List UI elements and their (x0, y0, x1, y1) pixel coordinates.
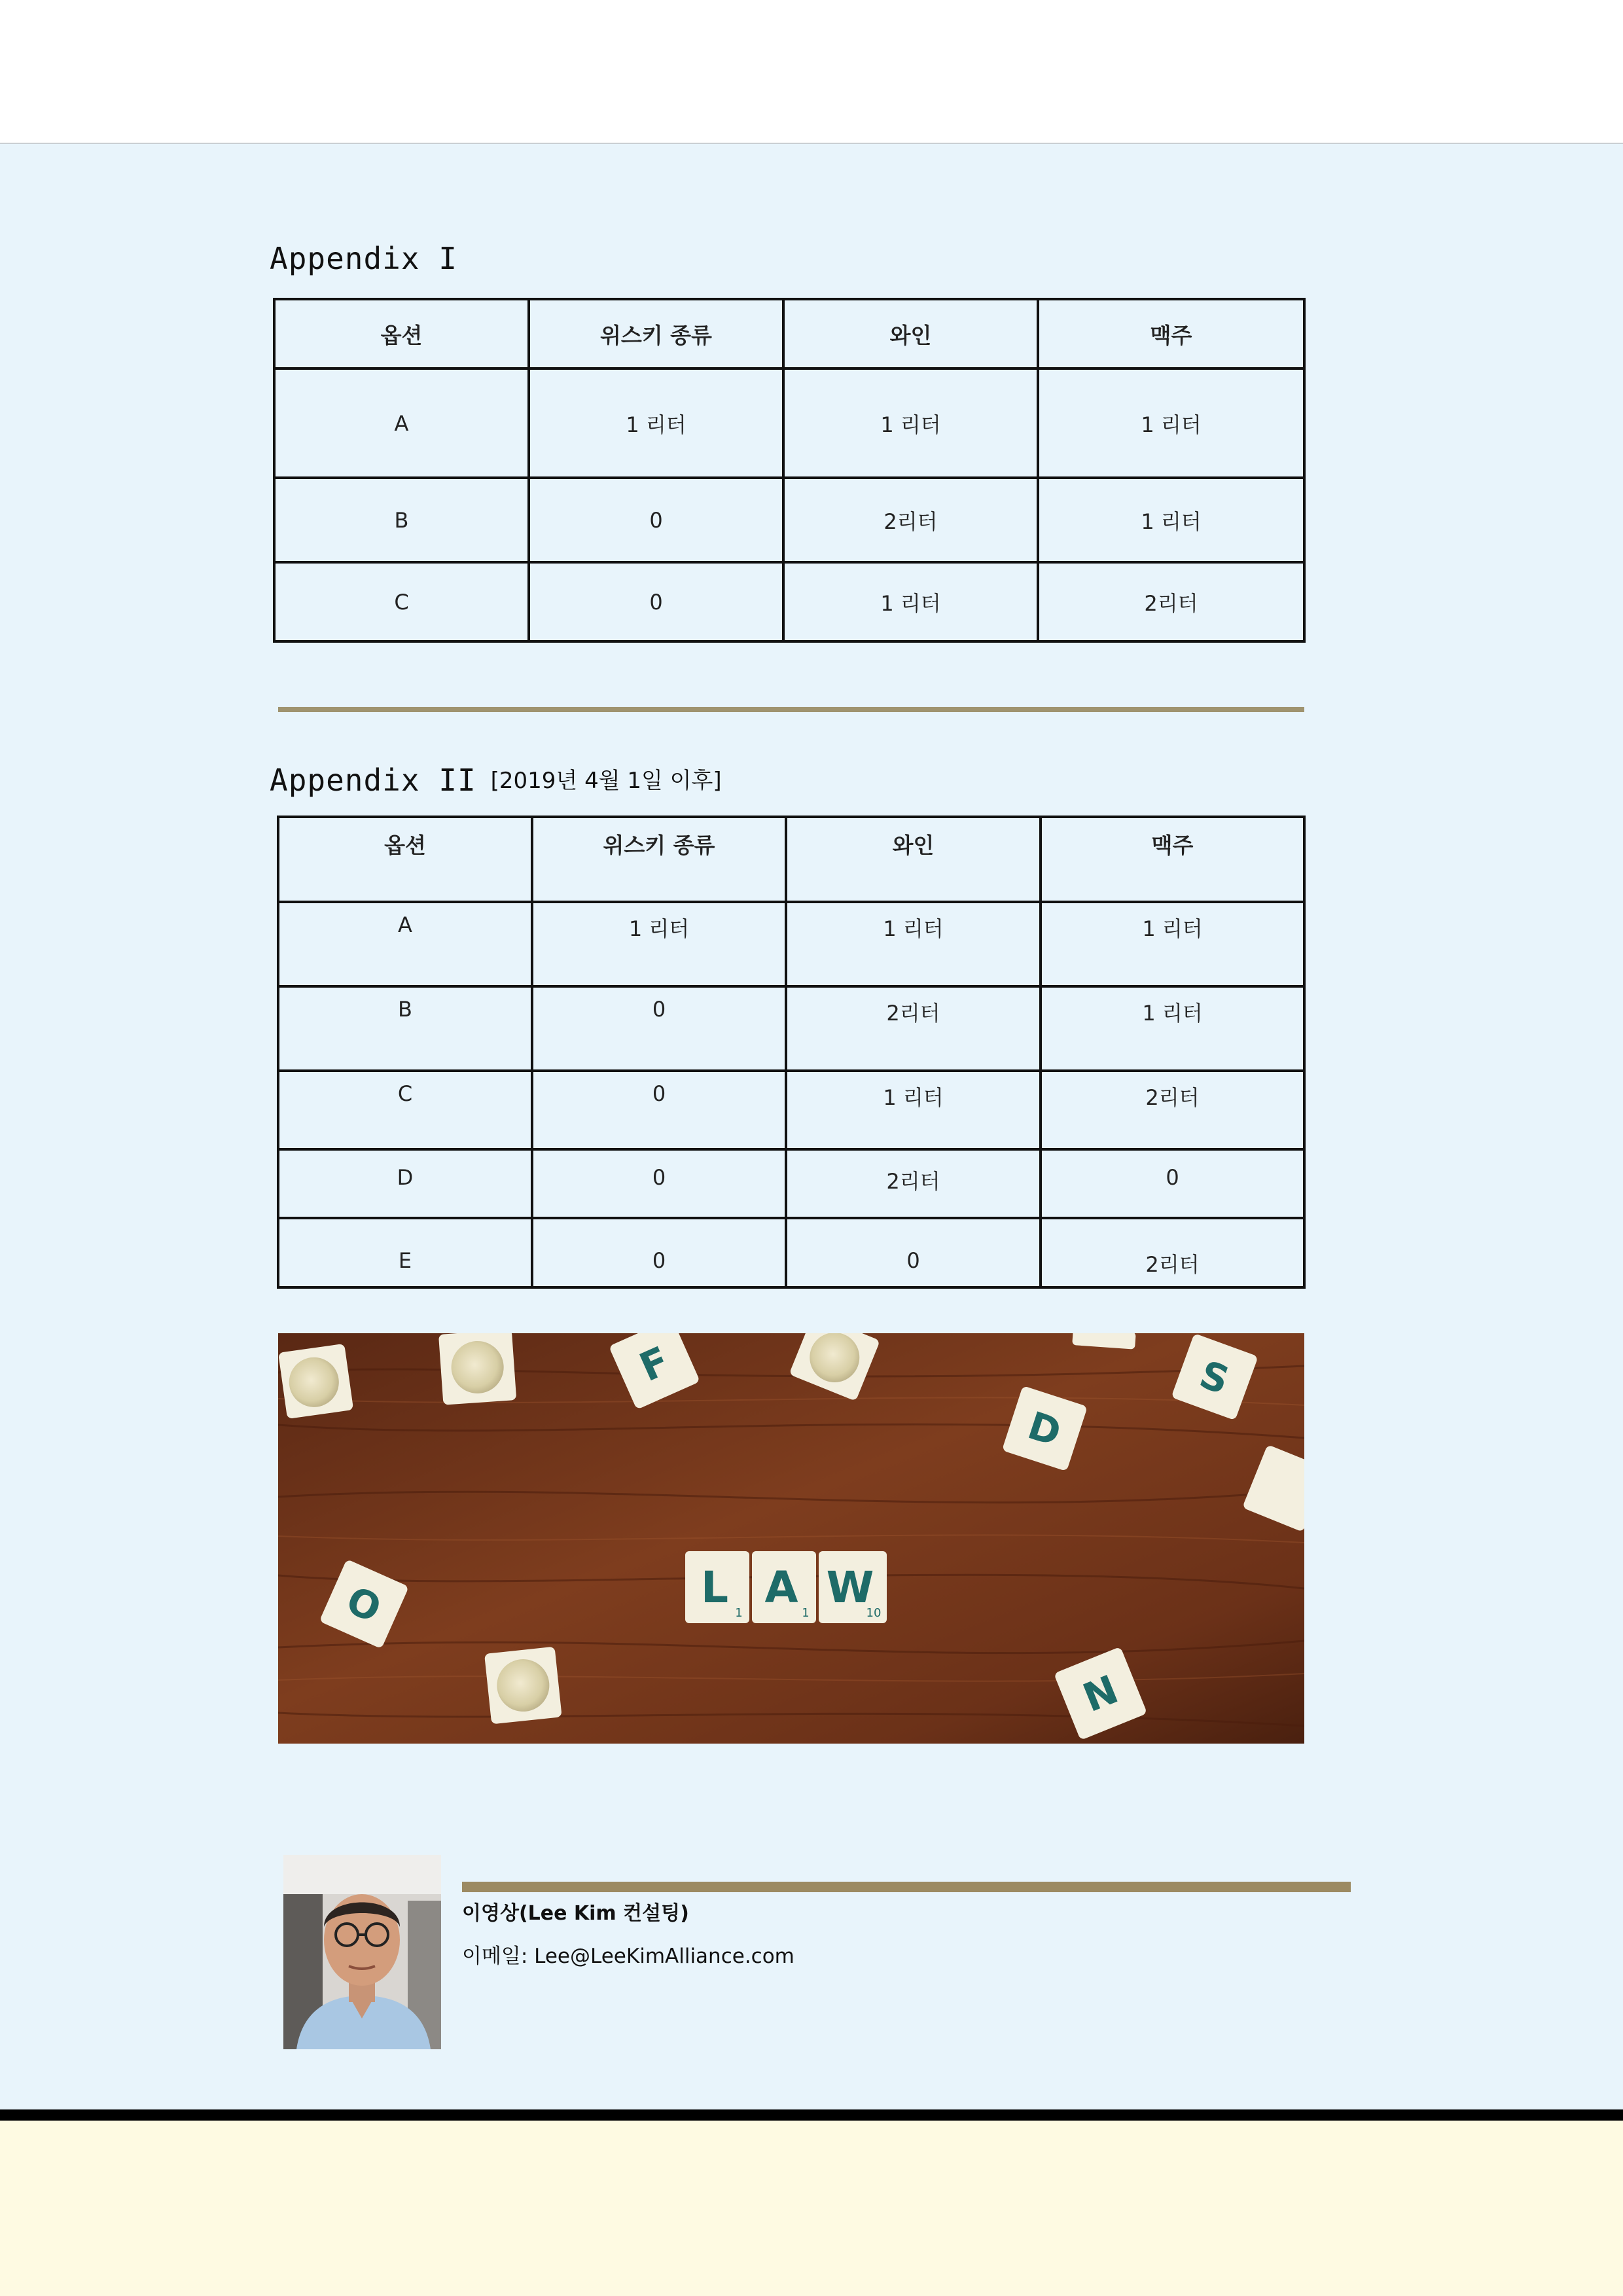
table-cell: 0 (529, 562, 783, 641)
header-cell: 와인 (783, 299, 1038, 368)
svg-text:A: A (764, 1562, 798, 1613)
table-row (274, 562, 1304, 641)
author-avatar (283, 1855, 441, 2049)
tile-l (685, 1551, 749, 1623)
table-cell: E (278, 1218, 532, 1287)
blank-tile (484, 1647, 562, 1725)
svg-text:S: S (1194, 1352, 1235, 1403)
header-cell: 옵션 (278, 817, 532, 902)
svg-text:W: W (826, 1562, 874, 1613)
table-header-row (274, 299, 1304, 368)
table-cell: 2리터 (1041, 1218, 1304, 1287)
svg-text:10: 10 (866, 1606, 882, 1620)
svg-text:N: N (1077, 1666, 1125, 1722)
table-cell: 0 (786, 1218, 1041, 1287)
header-cell: 옵션 (274, 299, 529, 368)
table-cell: 2리터 (786, 986, 1041, 1071)
table-cell: 1 리터 (1038, 368, 1304, 478)
footer-band (0, 2121, 1623, 2296)
table-row (274, 478, 1304, 562)
header-cell: 맥주 (1041, 817, 1304, 902)
table-cell: 0 (532, 1218, 786, 1287)
page-header-band (0, 0, 1623, 144)
table-cell: 1 리터 (786, 902, 1041, 986)
blank-tile (278, 1344, 353, 1419)
table-cell: 2리터 (786, 1149, 1041, 1218)
table-row (278, 1218, 1304, 1287)
table-cell: 0 (529, 478, 783, 562)
table-cell: 1 리터 (1038, 478, 1304, 562)
tile-w (819, 1551, 887, 1623)
header-cell: 위스키 종류 (532, 817, 786, 902)
tile-a (752, 1551, 816, 1623)
footer-rule (0, 2109, 1623, 2121)
svg-text:1: 1 (802, 1606, 810, 1620)
author-email: 이메일: Lee@LeeKimAlliance.com (462, 1945, 794, 1968)
table-cell: 0 (1041, 1149, 1304, 1218)
blank-tile (438, 1333, 516, 1405)
table-cell: B (278, 986, 532, 1071)
table-row (278, 902, 1304, 986)
law-scrabble-photo (278, 1333, 1304, 1744)
table-cell: 2리터 (1038, 562, 1304, 641)
svg-text:L: L (700, 1562, 729, 1613)
svg-text:O: O (340, 1577, 388, 1632)
table-cell: C (278, 1071, 532, 1149)
table-row (274, 368, 1304, 478)
svg-text:F: F (633, 1338, 677, 1391)
appendix-1-table (273, 298, 1306, 643)
table-cell: 1 리터 (786, 1071, 1041, 1149)
table-header-row (278, 817, 1304, 902)
author-accent-bar (462, 1882, 1351, 1892)
table-row (278, 1071, 1304, 1149)
appendix-2-heading (270, 762, 722, 798)
table-cell: 0 (532, 1071, 786, 1149)
table-cell: 1 리터 (783, 562, 1038, 641)
table-cell: 1 리터 (1041, 902, 1304, 986)
table-cell: B (274, 478, 529, 562)
section-divider (278, 707, 1304, 712)
table-cell: 0 (532, 986, 786, 1071)
header-cell: 위스키 종류 (529, 299, 783, 368)
header-cell: 맥주 (1038, 299, 1304, 368)
table-cell: 1 리터 (783, 368, 1038, 478)
table-cell: 2리터 (1041, 1071, 1304, 1149)
svg-text:D: D (1022, 1403, 1067, 1456)
table-row (278, 986, 1304, 1071)
appendix-2-title: Appendix II (270, 762, 476, 798)
author-name: 이영상(Lee Kim 컨설팅) (462, 1902, 689, 1925)
table-cell: 2리터 (783, 478, 1038, 562)
appendix-2-subtitle: [2019년 4월 1일 이후] (490, 768, 722, 794)
table-cell: D (278, 1149, 532, 1218)
table-cell: C (274, 562, 529, 641)
appendix-2-table (277, 816, 1306, 1289)
svg-text:1: 1 (735, 1606, 743, 1620)
appendix-1-title: Appendix I (270, 241, 457, 276)
header-cell: 와인 (786, 817, 1041, 902)
table-cell: A (274, 368, 529, 478)
table-cell: A (278, 902, 532, 986)
table-cell: 1 리터 (1041, 986, 1304, 1071)
appendix-1-heading (270, 241, 457, 276)
table-cell: 1 리터 (529, 368, 783, 478)
table-row (278, 1149, 1304, 1218)
table-cell: 0 (532, 1149, 786, 1218)
table-cell: 1 리터 (532, 902, 786, 986)
